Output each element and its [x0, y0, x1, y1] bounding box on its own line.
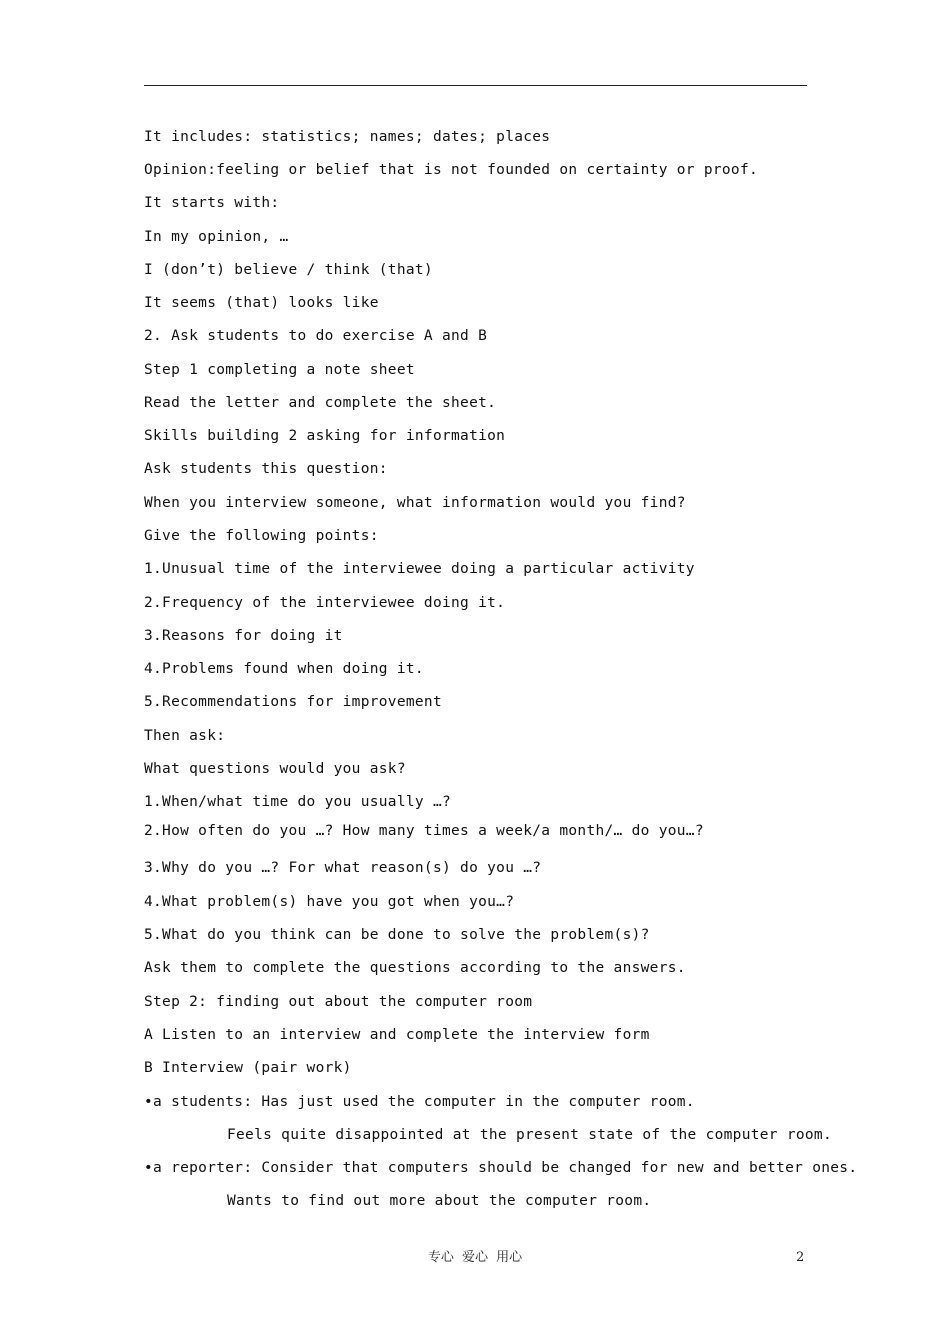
text-line: Ask students this question:: [144, 461, 388, 477]
text-line: Opinion:feeling or belief that is not founded on certainty or proof.: [144, 162, 759, 178]
text-line: Read the letter and complete the sheet.: [144, 395, 497, 411]
text-line: 2. Ask students to do exercise A and B: [144, 328, 488, 344]
text-line: Then ask:: [144, 728, 226, 744]
text-line: •a reporter: Consider that computers should be changed for new and better ones.: [144, 1160, 858, 1176]
text-line: 2.How often do you …? How many times a week/a month/… do you…?: [144, 823, 704, 839]
text-line: 5.Recommendations for improvement: [144, 694, 442, 710]
text-line-indented: Wants to find out more about the computer room.: [227, 1193, 652, 1209]
text-line: 3.Why do you …? For what reason(s) do you …?: [144, 860, 542, 876]
text-line: In my opinion, …: [144, 229, 289, 245]
text-line: 1.When/what time do you usually …?: [144, 794, 452, 810]
text-line: A Listen to an interview and complete the interview form: [144, 1027, 650, 1043]
text-line: •a students: Has just used the computer in the computer room.: [144, 1094, 695, 1110]
text-line: Step 2: finding out about the computer room: [144, 994, 533, 1010]
text-line: Skills building 2 asking for information: [144, 428, 506, 444]
text-line: Give the following points:: [144, 528, 379, 544]
text-line: It starts with:: [144, 195, 280, 211]
text-line: When you interview someone, what information would you find?: [144, 495, 686, 511]
text-line: I (don’t) believe / think (that): [144, 262, 433, 278]
text-line: 4.Problems found when doing it.: [144, 661, 424, 677]
text-line: Step 1 completing a note sheet: [144, 362, 415, 378]
header-rule: [144, 85, 807, 86]
text-line: 3.Reasons for doing it: [144, 628, 343, 644]
text-line: 2.Frequency of the interviewee doing it.: [144, 595, 506, 611]
footer-motto: 专心 爱心 用心: [427, 1250, 523, 1265]
text-line: It includes: statistics; names; dates; places: [144, 129, 551, 145]
text-line: It seems (that) looks like: [144, 295, 379, 311]
text-line: 4.What problem(s) have you got when you…?: [144, 894, 515, 910]
text-line: B Interview (pair work): [144, 1060, 352, 1076]
text-line: Ask them to complete the questions according to the answers.: [144, 960, 686, 976]
text-line: What questions would you ask?: [144, 761, 406, 777]
text-line-indented: Feels quite disappointed at the present state of the computer room.: [227, 1127, 832, 1143]
text-line: 1.Unusual time of the interviewee doing a particular activity: [144, 561, 695, 577]
text-line: 5.What do you think can be done to solve the problem(s)?: [144, 927, 650, 943]
page-number: 2: [796, 1250, 805, 1265]
